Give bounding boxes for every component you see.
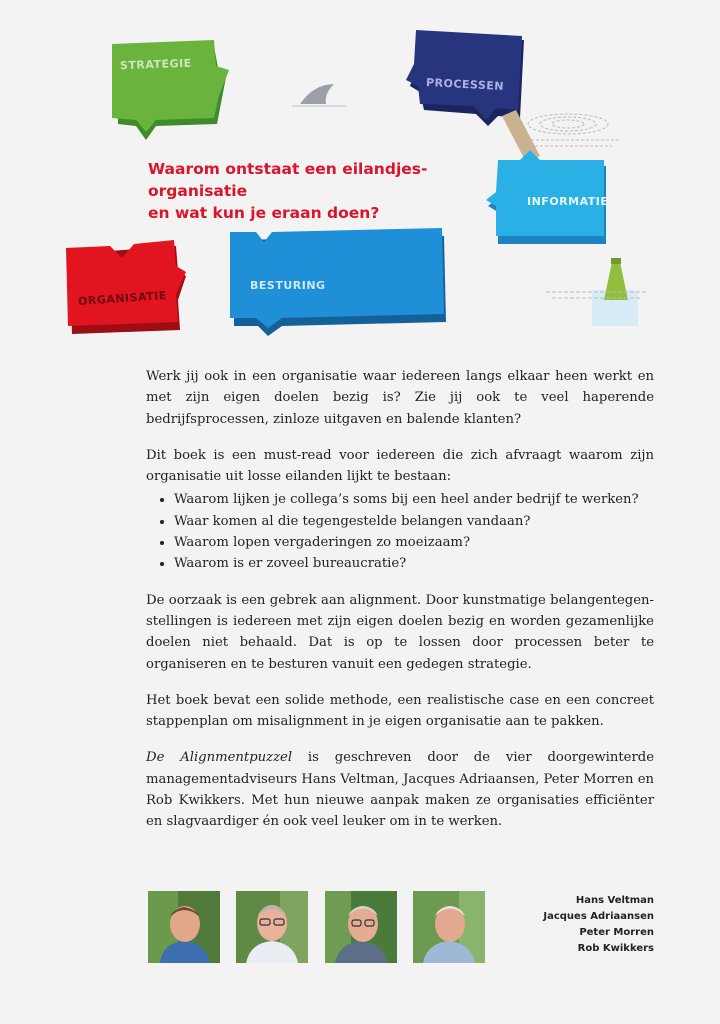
author-names	[543, 893, 654, 957]
paragraph-must-read: Dit boek is een must-read voor iedereen die zich afvraagt waarom zijn organisatie uit losse eilanden lijkt te bestaan:	[146, 447, 654, 485]
paragraph-authors	[146, 747, 654, 832]
plank-shape	[502, 110, 540, 162]
author-photo	[148, 891, 220, 963]
author-photo	[236, 891, 308, 963]
author-photo	[413, 891, 485, 963]
author-name: Rob Kwikkers	[577, 943, 654, 954]
question-list	[146, 489, 654, 574]
author-name: Jacques Adriaansen	[543, 911, 654, 922]
ripple-shape	[526, 114, 620, 146]
shark-fin-shape	[292, 84, 346, 106]
organisatie-label: ORGANISATIE	[77, 288, 168, 309]
paragraph-method: Het boek bevat een solide methode, een realistische case en een concreet stappenplan om misalignment in je eigen organisatie aan te pakken.	[146, 692, 654, 730]
headline-line-2: en wat kun je eraan doen?	[148, 204, 380, 222]
organisatie-tile	[66, 240, 186, 334]
author-name: Hans Veltman	[575, 895, 654, 906]
body-text	[146, 366, 654, 848]
paragraph-authors-text: is geschreven door de vier doorgewinterde managementadviseurs Hans Veltman, Jacques Adriaansen, Peter Morren en Rob Kwikkers. Met hun nieuwe aanpak maken ze organisaties efficiënter en slagvaardiger én ook veel leuker om in te werken.	[146, 750, 655, 830]
headline-line-1: Waarom ontstaat een eilandjes-organisatie	[148, 160, 428, 200]
book-title: De Alignmentpuzzel	[146, 750, 293, 766]
strategie-tile	[112, 40, 229, 140]
list-item: • Waarom lijken je collega’s soms bij een heel ander bedrijf te werken?	[174, 489, 654, 510]
headline	[148, 158, 508, 224]
list-item: • Waarom lopen vergaderingen zo moeizaam?	[174, 532, 654, 553]
author-name: Peter Morren	[579, 927, 654, 938]
paragraph-intro: Werk jij ook in een organisatie waar iedereen langs elkaar heen werkt en met zijn eigen doelen bezig is? Zie jij ook te veel haperende bedrijfsprocessen, zinloze uitgaven en balende klanten?	[146, 369, 654, 427]
list-item: • Waar komen al die tegengestelde belangen vandaan?	[174, 511, 654, 532]
bottle-shape	[546, 258, 646, 326]
informatie-label: INFORMATIE	[527, 195, 609, 208]
besturing-label: BESTURING	[250, 279, 326, 292]
list-item: • Waarom is er zoveel bureaucratie?	[174, 553, 654, 574]
author-photo	[325, 891, 397, 963]
paragraph-cause: De oorzaak is een gebrek aan alignment. Door kunstmatige belangentegenstellingen is iedereen met zijn eigen doelen bezig en worden gezamenlijke doelen niet behaald. Dat is op te lossen door processen beter te organiseren en te besturen vanuit een gedegen strategie.	[146, 592, 654, 672]
strategie-label: STRATEGIE	[119, 56, 192, 73]
processen-label: PROCESSEN	[425, 75, 505, 94]
